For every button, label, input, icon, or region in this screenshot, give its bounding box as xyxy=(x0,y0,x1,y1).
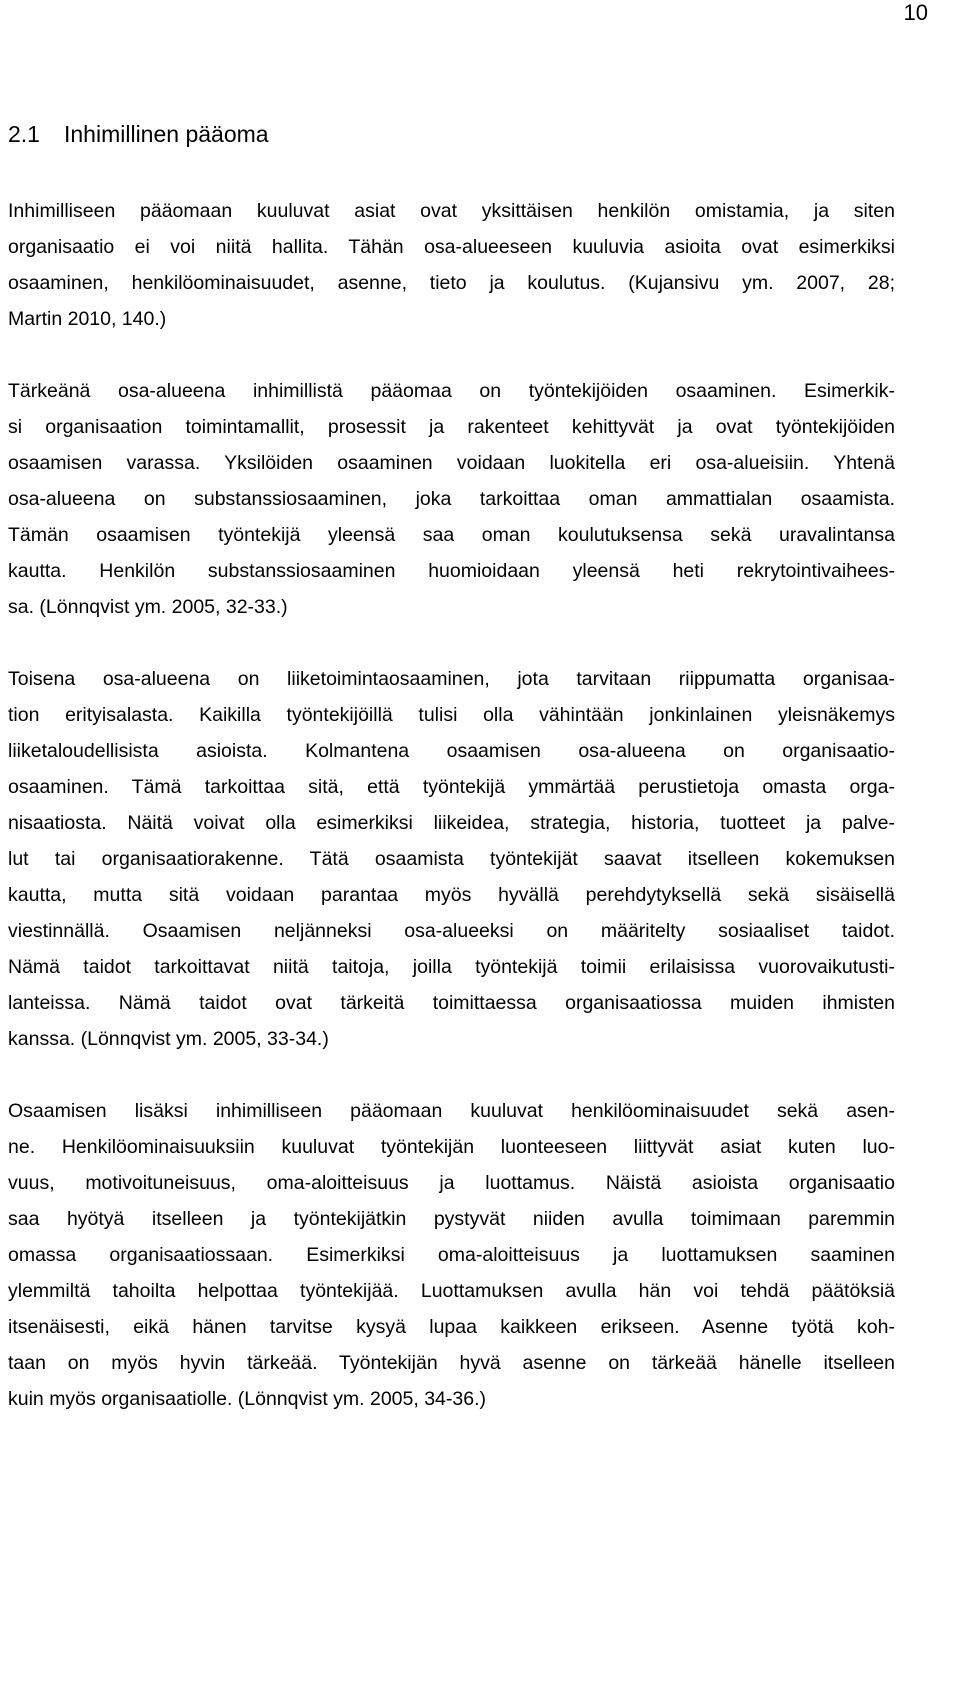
text-line: omassa organisaatiossaan. Esimerkiksi oma-aloitteisuus ja luottamuksen saaminen xyxy=(8,1244,895,1266)
text-line: vuus, motivoituneisuus, oma-aloitteisuus ja luottamus. Näistä asioista organisaatio xyxy=(8,1172,895,1194)
text-line: Tämän osaamisen työntekijä yleensä saa oman koulutuksensa sekä uravalintansa xyxy=(8,524,895,546)
text-line: Martin 2010, 140.) xyxy=(8,308,167,330)
text-line: taan on myös hyvin tärkeää. Työntekijän hyvä asenne on tärkeää hänelle itselleen xyxy=(8,1352,895,1374)
text-line: tion erityisalasta. Kaikilla työntekijöillä tulisi olla vähintään jonkinlainen yleisnäkemys xyxy=(8,704,895,726)
text-line: osa-alueena on substanssiosaaminen, joka tarkoittaa oman ammattialan osaamista. xyxy=(8,488,895,510)
text-line: viestinnällä. Osaamisen neljänneksi osa-alueeksi on määritelty sosiaaliset taidot. xyxy=(8,920,895,942)
text-line: Nämä taidot tarkoittavat niitä taitoja, joilla työntekijä toimii erilaisissa vuorovaikutusti- xyxy=(8,956,895,978)
text-line: organisaatio ei voi niitä hallita. Tähän osa-alueeseen kuuluvia asioita ovat esimerkiksi xyxy=(8,236,895,258)
text-line: Toisena osa-alueena on liiketoimintaosaaminen, jota tarvitaan riippumatta organisaa- xyxy=(8,668,895,690)
text-line: Inhimilliseen pääomaan kuuluvat asiat ovat yksittäisen henkilön omistamia, ja siten xyxy=(8,200,895,222)
text-line: kautta. Henkilön substanssiosaaminen huomioidaan yleensä heti rekrytointivaihees- xyxy=(8,560,895,582)
text-line: itsenäisesti, eikä hänen tarvitse kysyä lupaa kaikkeen erikseen. Asenne työtä koh- xyxy=(8,1316,895,1338)
text-line: lanteissa. Nämä taidot ovat tärkeitä toimittaessa organisaatiossa muiden ihmisten xyxy=(8,992,895,1014)
paragraph xyxy=(8,373,895,625)
paragraph xyxy=(8,1093,895,1417)
section-title: Inhimillinen pääoma xyxy=(64,121,269,147)
text-line: si organisaation toimintamallit, prosessit ja rakenteet kehittyvät ja ovat työntekijöiden xyxy=(8,416,895,438)
text-line: saa hyötyä itselleen ja työntekijätkin pystyvät niiden avulla toimimaan paremmin xyxy=(8,1208,895,1230)
section-number: 2.1 xyxy=(8,121,40,147)
text-line: ylemmiltä tahoilta helpottaa työntekijää. Luottamuksen avulla hän voi tehdä päätöksiä xyxy=(8,1280,895,1302)
text-line: Tärkeänä osa-alueena inhimillistä pääomaa on työntekijöiden osaaminen. Esimerkik- xyxy=(8,380,895,402)
text-line: nisaatiosta. Näitä voivat olla esimerkiksi liikeidea, strategia, historia, tuotteet ja palve- xyxy=(8,812,895,834)
document-body xyxy=(8,193,895,1453)
page-number: 10 xyxy=(903,0,928,25)
text-line: kautta, mutta sitä voidaan parantaa myös hyvällä perehdytyksellä sekä sisäisellä xyxy=(8,884,895,906)
paragraph xyxy=(8,661,895,1057)
text-line: lut tai organisaatiorakenne. Tätä osaamista työntekijät saavat itselleen kokemuksen xyxy=(8,848,895,870)
text-line: sa. (Lönnqvist ym. 2005, 32-33.) xyxy=(8,596,288,618)
text-line: ne. Henkilöominaisuuksiin kuuluvat työntekijän luonteeseen liittyvät asiat kuten luo- xyxy=(8,1136,895,1158)
text-line: osaamisen varassa. Yksilöiden osaaminen voidaan luokitella eri osa-alueisiin. Yhtenä xyxy=(8,452,895,474)
text-line: Osaamisen lisäksi inhimilliseen pääomaan kuuluvat henkilöominaisuudet sekä asen- xyxy=(8,1100,895,1122)
text-line: liiketaloudellisista asioista. Kolmantena osaamisen osa-alueena on organisaatio- xyxy=(8,740,895,762)
text-line: kuin myös organisaatiolle. (Lönnqvist ym. 2005, 34-36.) xyxy=(8,1388,486,1410)
section-heading xyxy=(8,120,269,148)
text-line: osaaminen, henkilöominaisuudet, asenne, tieto ja koulutus. (Kujansivu ym. 2007, 28; xyxy=(8,272,895,294)
paragraph xyxy=(8,193,895,337)
text-line: kanssa. (Lönnqvist ym. 2005, 33-34.) xyxy=(8,1028,329,1050)
text-line: osaaminen. Tämä tarkoittaa sitä, että työntekijä ymmärtää perustietoja omasta orga- xyxy=(8,776,895,798)
